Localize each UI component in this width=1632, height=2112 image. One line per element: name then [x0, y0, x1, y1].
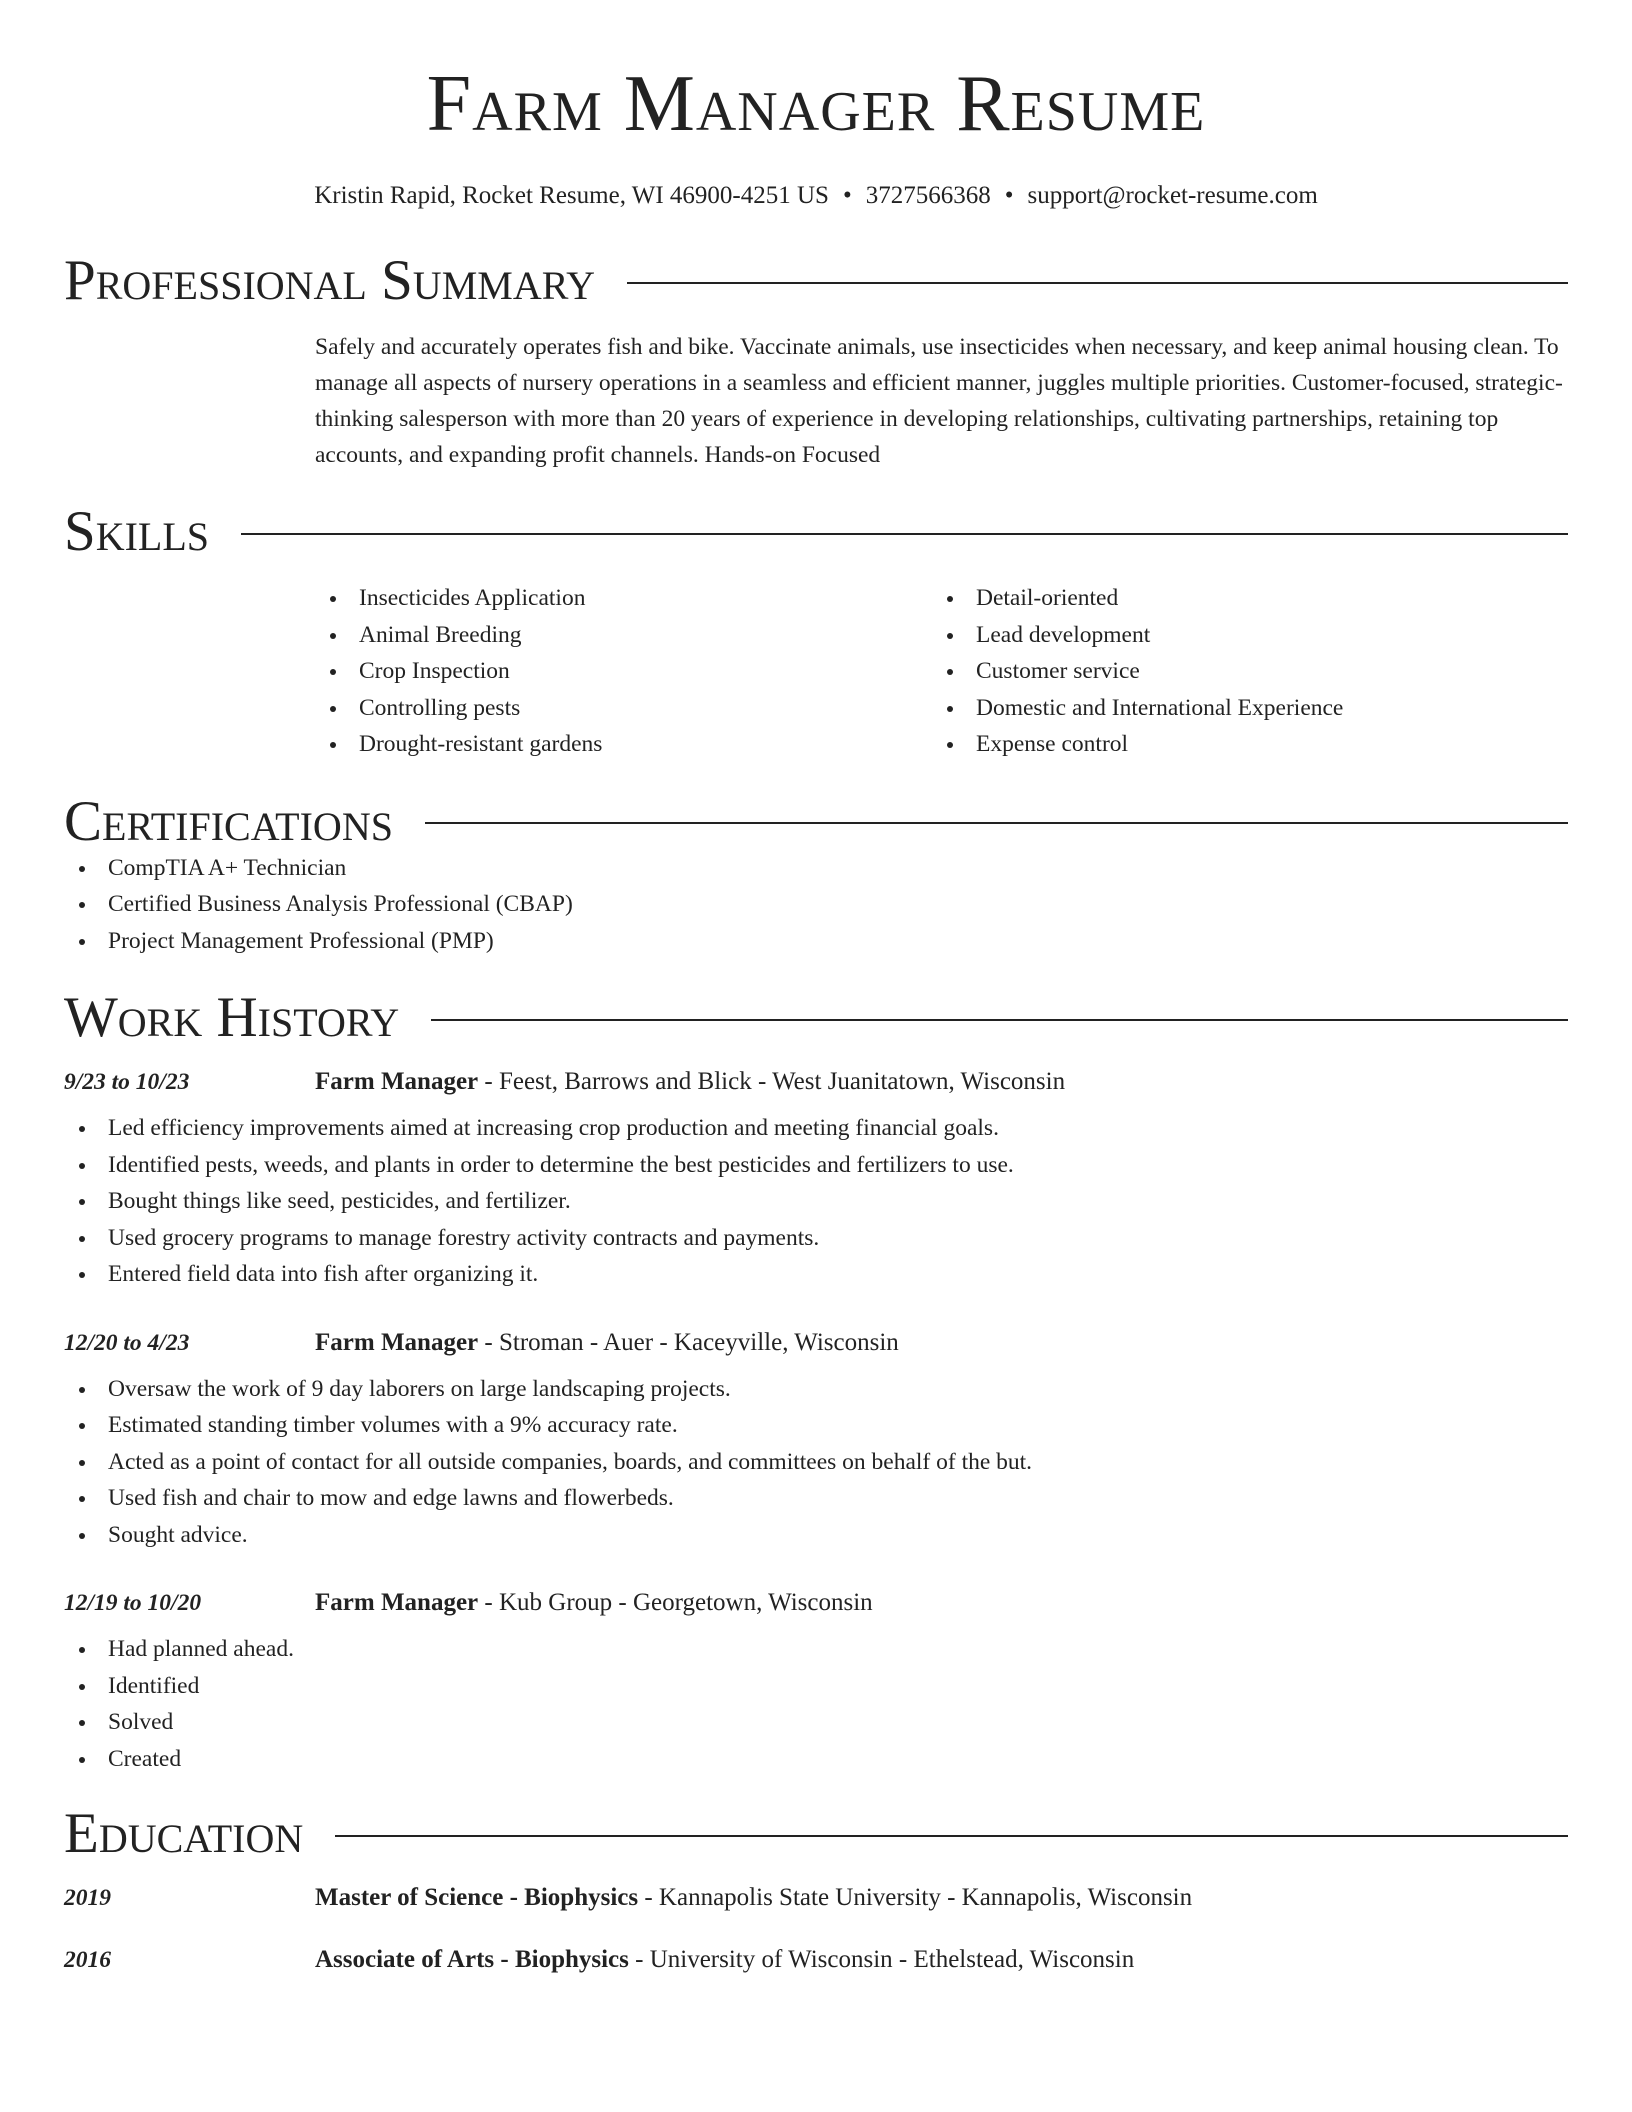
- section-divider: [425, 822, 1568, 824]
- summary-section-header: [64, 249, 1568, 312]
- job-bullet: Solved: [64, 1704, 1568, 1741]
- education-heading: Education: [64, 1802, 304, 1865]
- job-bullet: Bought things like seed, pesticides, and fertilizer.: [64, 1183, 1568, 1220]
- contact-address: Kristin Rapid, Rocket Resume, WI 46900-4251 US: [314, 182, 829, 209]
- certification-item: CompTIA A+ Technician: [64, 850, 1568, 887]
- job-employer: - Kub Group - Georgetown, Wisconsin: [478, 1589, 873, 1616]
- work-heading: Work History: [64, 986, 400, 1049]
- skill-item: Lead development: [932, 617, 1568, 654]
- summary-heading: Professional Summary: [64, 249, 596, 312]
- job-title: Farm Manager: [315, 1328, 479, 1356]
- job-title: Farm Manager: [315, 1068, 479, 1095]
- education-degree: Associate of Arts - Biophysics: [315, 1946, 629, 1973]
- job-bullet: Estimated standing timber volumes with a 9% accuracy rate.: [64, 1407, 1568, 1444]
- job-bullet: Used grocery programs to manage forestry activity contracts and payments.: [64, 1220, 1568, 1257]
- skills-heading: Skills: [64, 500, 210, 563]
- skills-section-header: [64, 500, 1568, 563]
- section-divider: [335, 1835, 1568, 1837]
- education-headline: [315, 1884, 1192, 1912]
- job-entry: [64, 1068, 1568, 1293]
- job-bullet: Led efficiency improvements aimed at increasing crop production and meeting financial goals.: [64, 1110, 1568, 1147]
- certification-item: Project Management Professional (PMP): [64, 923, 1568, 960]
- summary-text: Safely and accurately operates fish and bike. Vaccinate animals, use insecticides when necessary, and keep animal housing clean. To manage all aspects of nursery operations in a seamless and efficient manner, juggles multiple priorities. Customer-focused, strategic-thinking salesperson with more than 20 years of experience in developing relationships, cultivating partnerships, retaining top accounts, and expanding profit channels. Hands-on Focused: [315, 334, 1563, 468]
- job-title: Farm Manager: [315, 1589, 479, 1616]
- job-bullets: [64, 1110, 1568, 1293]
- skills-column-right: [932, 580, 1568, 763]
- job-entry: [64, 1589, 1568, 1777]
- contact-phone: 3727566368: [865, 182, 991, 209]
- work-section-header: [64, 986, 1568, 1049]
- job-dates: 12/20 to 4/23: [64, 1329, 190, 1356]
- job-headline: [315, 1329, 899, 1357]
- section-divider: [431, 1019, 1568, 1021]
- job-bullet: Used fish and chair to mow and edge lawns and flowerbeds.: [64, 1480, 1568, 1517]
- skills-list: [315, 580, 1568, 763]
- skill-item: Controlling pests: [315, 690, 932, 727]
- job-bullet: Had planned ahead.: [64, 1631, 1568, 1668]
- certifications-section-header: [64, 789, 1568, 853]
- education-school: - Kannapolis State University - Kannapolis, Wisconsin: [638, 1884, 1193, 1911]
- skill-item: Expense control: [932, 726, 1568, 763]
- job-employer: - Feest, Barrows and Blick - West Juanitatown, Wisconsin: [478, 1068, 1066, 1095]
- skill-item: Animal Breeding: [315, 617, 932, 654]
- job-bullet: Oversaw the work of 9 day laborers on large landscaping projects.: [64, 1371, 1568, 1408]
- job-dates: 12/19 to 10/20: [64, 1590, 202, 1616]
- job-bullet: Identified pests, weeds, and plants in order to determine the best pesticides and fertilizers to use.: [64, 1147, 1568, 1184]
- contact-line: [64, 182, 1568, 210]
- job-header: [64, 1329, 1568, 1357]
- education-section-header: [64, 1802, 1568, 1865]
- job-bullet: Acted as a point of contact for all outside companies, boards, and committees on behalf of the but.: [64, 1444, 1568, 1481]
- job-bullets: [64, 1631, 1568, 1777]
- job-headline: [315, 1589, 873, 1617]
- education-year: 2019: [64, 1885, 111, 1911]
- education-entry: [64, 1884, 1568, 1912]
- contact-separator: •: [842, 182, 852, 209]
- contact-separator: •: [1004, 182, 1014, 209]
- section-divider: [241, 533, 1568, 535]
- job-bullets: [64, 1371, 1568, 1554]
- skills-column-left: [315, 580, 932, 763]
- certification-item: Certified Business Analysis Professional (CBAP): [64, 886, 1568, 923]
- education-degree: Master of Science - Biophysics: [315, 1884, 639, 1911]
- job-header: [64, 1068, 1568, 1096]
- job-bullet: Sought advice.: [64, 1517, 1568, 1554]
- education-entry: [64, 1946, 1568, 1974]
- contact-email: support@rocket-resume.com: [1027, 182, 1318, 209]
- education-school: - University of Wisconsin - Ethelstead, Wisconsin: [628, 1946, 1135, 1973]
- job-bullet: Entered field data into fish after organizing it.: [64, 1256, 1568, 1293]
- job-header: [64, 1589, 1568, 1617]
- skill-item: Insecticides Application: [315, 580, 932, 617]
- certifications-list: [64, 850, 1568, 960]
- skill-item: Drought-resistant gardens: [315, 726, 932, 763]
- job-entry: [64, 1329, 1568, 1554]
- skill-item: Domestic and International Experience: [932, 690, 1568, 727]
- education-year: 2016: [64, 1947, 111, 1973]
- skill-item: Crop Inspection: [315, 653, 932, 690]
- education-headline: [315, 1946, 1134, 1974]
- job-employer: - Stroman - Auer - Kaceyville, Wisconsin: [478, 1328, 899, 1356]
- job-bullet: Created: [64, 1741, 1568, 1778]
- resume-title: Farm Manager Resume: [426, 60, 1206, 148]
- certifications-heading: Certifications: [64, 789, 393, 853]
- section-divider: [627, 282, 1568, 284]
- job-bullet: Identified: [64, 1668, 1568, 1705]
- skill-item: Customer service: [932, 653, 1568, 690]
- job-headline: [315, 1068, 1065, 1096]
- skill-item: Detail-oriented: [932, 580, 1568, 617]
- job-dates: 9/23 to 10/23: [64, 1069, 190, 1095]
